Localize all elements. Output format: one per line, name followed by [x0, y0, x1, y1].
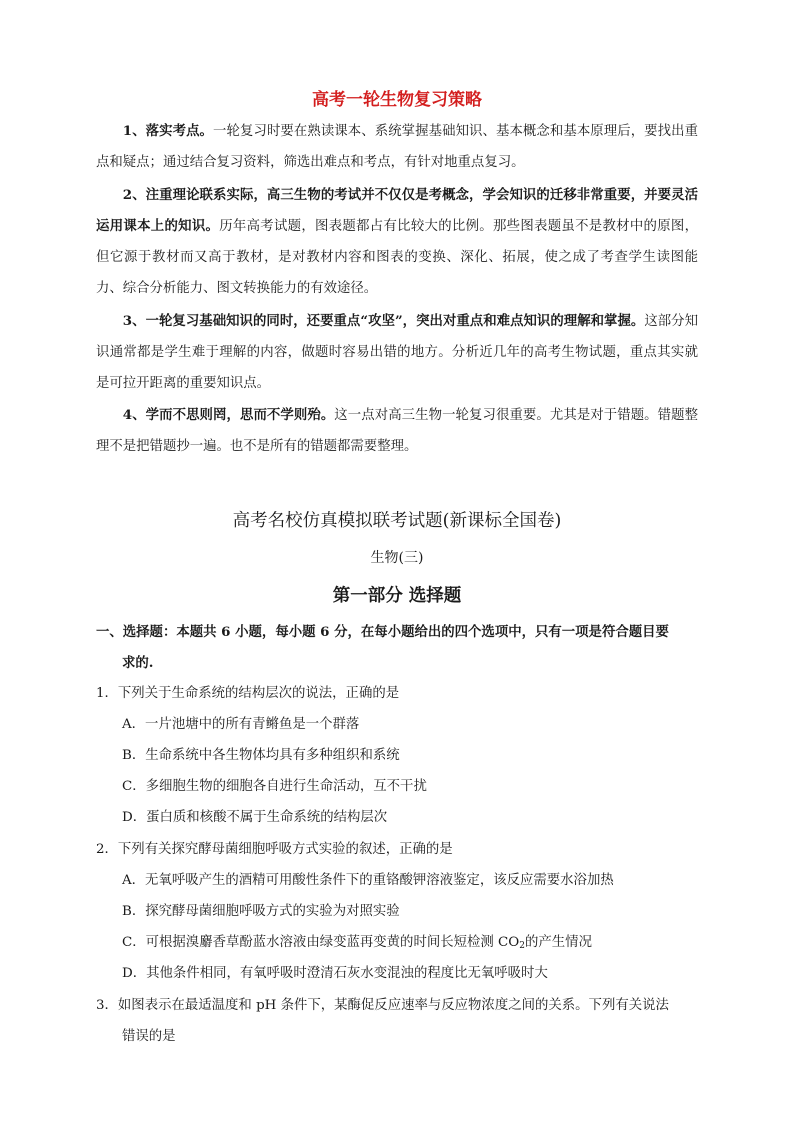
section-instructions-line-1: 一、选择题：本题共 6 小题，每小题 6 分，在每小题给出的四个选项中，只有一项是符合题目要 — [96, 624, 669, 640]
point-3-heading: 3、一轮复习基础知识的同时，还要重点“攻坚”，突出对重点和难点知识的理解和掌握。 — [122, 313, 645, 329]
question-2-option-c-tail: 的产生情况 — [525, 935, 592, 950]
point-2-body: 历年高考试题，图表题都占有比较大的比例。那些图表题虽不是教材中的原图，但它源于教材而又高于教材，是对教材内容和图表的变换、深化、拓展，使之成了考查学生读图能力、综合分析能力、图文转换能力的有效途径。 — [96, 219, 699, 296]
section-instructions-line-2: 求的. — [122, 655, 154, 671]
question-1-option-a: A．一片池塘中的所有青鳉鱼是一个群落 — [122, 717, 360, 732]
section-instructions — [96, 617, 706, 679]
question-2-option-a: A．无氧呼吸产生的酒精可用酸性条件下的重铬酸钾溶液鉴定，该反应需要水浴加热 — [122, 873, 614, 888]
point-1-heading: 1、落实考点。 — [122, 123, 214, 139]
point-4-heading: 4、学而不思则罔，思而不学则殆。 — [122, 407, 335, 423]
question-1-option-b: B．生命系统中各生物体均具有多种组织和系统 — [122, 748, 400, 763]
question-1-option-c: C．多细胞生物的细胞各自进行生命活动，互不干扰 — [122, 779, 427, 794]
exam-title: 高考名校仿真模拟联考试题(新课标全国卷) — [232, 511, 562, 531]
point-3-body: 这部分知识通常都是学生难于理解的内容，做题时容易出错的地方。分析近几年的高考生物试题，重点其实就是可拉开距离的重要知识点。 — [96, 314, 698, 391]
co2-subscript: 2 — [519, 941, 526, 951]
point-4-body: 这一点对高三生物一轮复习很重要。尤其是对于错题。错题整理不是把错题抄一遍。也不是所有的错题都需要整理。 — [96, 408, 698, 454]
strategy-point-3 — [96, 306, 698, 399]
question-3-stem-continued: 错误的是 — [122, 1029, 176, 1044]
question-2-option-c-text: C．可根据溴麝香草酚蓝水溶液由绿变蓝再变黄的时间长短检测 CO — [122, 935, 520, 950]
question-2-option-b: B．探究酵母菌细胞呼吸方式的实验为对照实验 — [122, 904, 400, 919]
strategy-point-1 — [96, 116, 698, 178]
question-3-stem: 3．如图表示在最适温度和 pH 条件下，某酶促反应速率与反应物浓度之间的关系。下列有关说法 — [96, 998, 669, 1013]
question-1-option-d: D．蛋白质和核酸不属于生命系统的结构层次 — [122, 810, 388, 825]
question-1-stem: 1．下列关于生命系统的结构层次的说法，正确的是 — [96, 686, 400, 701]
question-2-stem: 2．下列有关探究酵母菌细胞呼吸方式实验的叙述，正确的是 — [96, 842, 453, 857]
part-title: 第一部分 选择题 — [332, 586, 462, 606]
strategy-title: 高考一轮生物复习策略 — [312, 90, 482, 110]
point-2-heading: 2、注重理论联系实际，高三生物的考试并不仅仅是考概念，学会知识的迁移非常重要，并要灵活运用课本上的知识。 — [96, 187, 698, 234]
strategy-point-4 — [96, 400, 698, 462]
point-1-body: 一轮复习时要在熟读课本、系统掌握基础知识、基本概念和基本原理后，要找出重点和疑点；通过结合复习资料，筛选出难点和考点，有针对地重点复习。 — [96, 124, 698, 170]
strategy-point-2 — [96, 180, 698, 304]
exam-subtitle: 生物(三) — [370, 550, 424, 566]
question-2-option-d: D．其他条件相同，有氧呼吸时澄清石灰水变混浊的程度比无氧呼吸时大 — [122, 966, 548, 981]
question-2-option-c — [122, 931, 702, 958]
